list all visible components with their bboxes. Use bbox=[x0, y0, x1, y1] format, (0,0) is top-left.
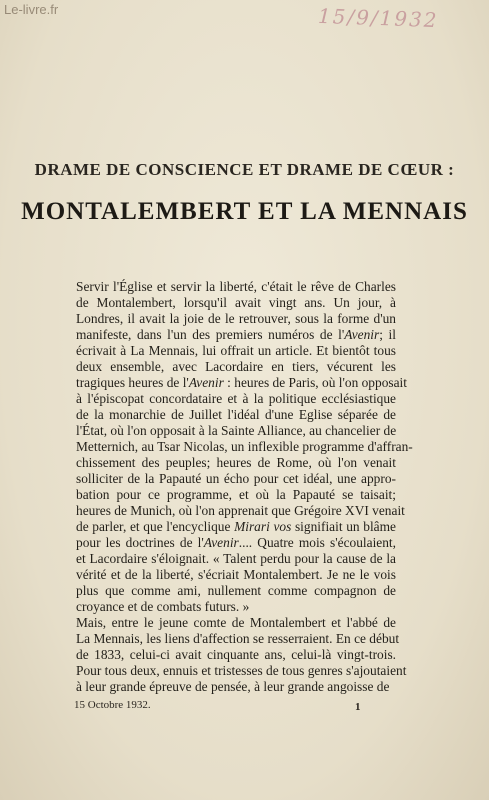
text-line: Servir l'Église et servir la liberté, c'était le rêve de Charles bbox=[76, 279, 396, 294]
text-line: plus que comme ami, nullement comme compagnon de bbox=[76, 583, 396, 598]
article-body bbox=[56, 279, 413, 695]
text-line: tragiques heures de l'Avenir : heures de Paris, où l'on opposait bbox=[76, 375, 407, 390]
article-title: MONTALEMBERT ET LA MENNAIS bbox=[21, 198, 468, 225]
text-line: de la monarchie de Juillet l'idéal d'une Eglise séparée de bbox=[76, 407, 396, 422]
text-line: pour les doctrines de l'Avenir.... Quatre mois s'écoulaient, bbox=[76, 535, 397, 550]
text-line: bation pour ce programme, et où la Papauté se taisait; bbox=[76, 487, 396, 502]
text-line: vérité et de la liberté, s'écriait Montalembert. Je ne le vois bbox=[76, 567, 396, 582]
text-line: l'État, où l'on opposait à la Sainte Alliance, au chancelier de bbox=[76, 423, 397, 438]
paragraph bbox=[56, 615, 407, 695]
handwritten-date: 15/9/1932 bbox=[317, 3, 439, 33]
text-line: Pour tous deux, ennuis et tristesses de tous genres s'ajoutaient bbox=[76, 663, 407, 678]
text-line: chissement des peuples; heures de Rome, où l'on venait bbox=[76, 455, 396, 470]
text-line: à l'épiscopat concordataire et à la politique ecclésiastique bbox=[76, 391, 396, 406]
article-subtitle: DRAME DE CONSCIENCE ET DRAME DE CŒUR : bbox=[34, 160, 455, 179]
page-number: 1 bbox=[355, 701, 361, 713]
text-line: Mais, entre le jeune comte de Montalembert et l'abbé de bbox=[76, 615, 396, 630]
text-line: de parler, et que l'encyclique Mirari vos signifiait un blâme bbox=[76, 519, 396, 534]
footer-date: 15 Octobre 1932. bbox=[74, 699, 151, 711]
text-line: croyance et de combats futurs. » bbox=[76, 599, 250, 614]
text-line: solliciter de la Papauté un écho pour cet idéal, une appro- bbox=[76, 471, 396, 486]
text-line: heures de Munich, où l'on apprenait que Grégoire XVI venait bbox=[76, 503, 405, 518]
text-line: et Lacordaire s'éloignait. « Talent perdu pour la cause de la bbox=[76, 551, 396, 566]
text-line: écrivait à La Mennais, lui offrait un article. Et bientôt tous bbox=[76, 343, 396, 358]
text-line: La Mennais, les liens d'affection se resserraient. En ce début bbox=[76, 631, 400, 646]
text-line: de Montalembert, lorsqu'il avait vingt ans. Un jour, à bbox=[76, 295, 396, 310]
text-line: Londres, il avait la joie de le retrouver, sous la forme d'un bbox=[76, 311, 396, 326]
watermark-text: Le-livre.fr bbox=[4, 2, 59, 17]
text-line: à leur grande épreuve de pensée, à leur grande angoisse de bbox=[76, 679, 390, 694]
text-line: Metternich, au Tsar Nicolas, un inflexible programme d'affran- bbox=[76, 439, 413, 454]
paragraph bbox=[56, 279, 413, 615]
text-line: manifeste, dans l'un des premiers numéros de l'Avenir; il bbox=[76, 327, 396, 342]
text-line: de 1833, celui-ci avait cinquante ans, celui-là vingt-trois. bbox=[76, 647, 396, 662]
text-line: deux ensemble, avec Lacordaire en tiers, vécurent les bbox=[76, 359, 396, 374]
